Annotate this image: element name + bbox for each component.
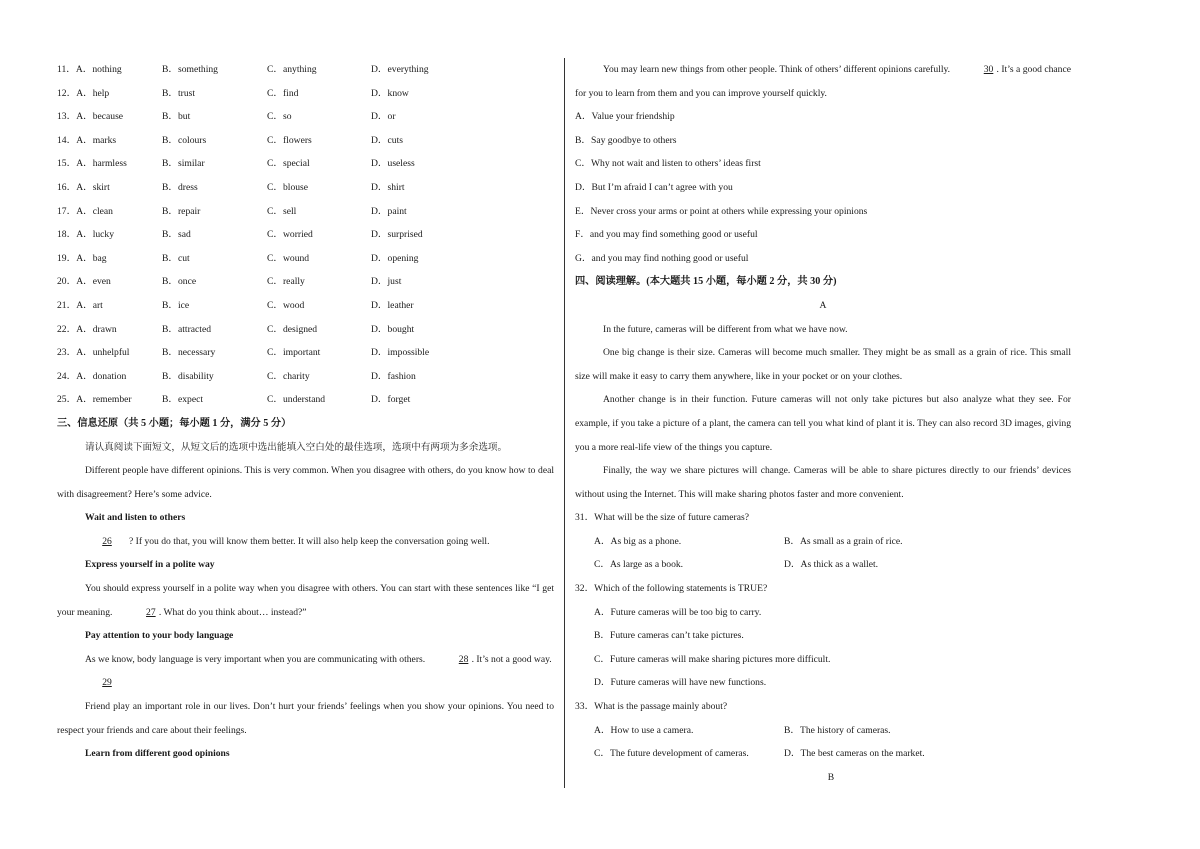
blank-29[interactable]: 29	[102, 677, 112, 689]
cloze-option-b[interactable]	[162, 105, 190, 129]
option-text: C．anything	[267, 64, 317, 75]
option-text: D．opening	[371, 252, 419, 264]
cloze-option-b[interactable]	[162, 82, 195, 106]
passage-a-paragraph: Another change is in their function. Future cameras will not only take pictures but also analyze what they see. For example, if you take a picture of a plant, the camera can tell you what kind of plant it is. They can also record 3D images, giving you a more real-life view of the things you capture.	[575, 394, 1071, 453]
cloze-option-c[interactable]	[267, 365, 310, 389]
option-33-a[interactable]: A．How to use a camera.	[594, 724, 694, 736]
option-text: B．trust	[162, 87, 196, 99]
cloze-question-row	[57, 294, 554, 318]
option-text: C．blouse	[267, 181, 309, 193]
right-column	[575, 58, 1071, 789]
option-32-b[interactable]: B．Future cameras can’t take pictures.	[594, 630, 744, 642]
option-text: A．drawn	[76, 323, 117, 335]
option-text: B．cut	[162, 252, 190, 264]
passage-a-paragraph: Finally, the way we share pictures will change. Cameras will be able to share pictures directly to our friends’ devices without using the Internet. This will make sharing photos faster and more convenient.	[575, 465, 1071, 500]
option-text: A．bag	[76, 252, 107, 264]
option-text: A．because	[76, 111, 124, 123]
cloze-option-b[interactable]	[162, 247, 190, 271]
cloze-question-row	[57, 247, 554, 271]
cloze-option-d[interactable]	[371, 200, 407, 224]
option-text: D．everything	[371, 64, 429, 75]
option-text: D．fashion	[371, 370, 416, 382]
cloze-option-c[interactable]	[267, 58, 317, 82]
option-text: B．dress	[162, 181, 198, 193]
question-number: 15．	[57, 158, 77, 170]
option-text: D．know	[371, 87, 409, 99]
question-number: 13．	[57, 111, 77, 123]
option-text: A．harmless	[76, 158, 127, 170]
cloze-option-c[interactable]	[267, 105, 292, 129]
cloze-option-a[interactable]	[57, 58, 122, 82]
question-number: 25．	[57, 394, 77, 406]
option-text: D．impossible	[371, 347, 430, 359]
cloze-option-d[interactable]	[371, 318, 414, 342]
cloze-option-a[interactable]	[57, 270, 111, 294]
cloze-option-a[interactable]	[57, 341, 129, 365]
cloze-option-c[interactable]	[267, 152, 310, 176]
cloze-question-row	[57, 82, 554, 106]
option-text: D．bought	[371, 323, 415, 335]
question-number: 16．	[57, 181, 77, 193]
question-number: 22．	[57, 323, 77, 335]
option-text: C．special	[267, 158, 310, 170]
cloze-option-d[interactable]	[371, 294, 414, 318]
cloze-option-a[interactable]	[57, 200, 113, 224]
cloze-option-c[interactable]	[267, 223, 313, 247]
question-number: 19．	[57, 252, 77, 264]
section3-choice[interactable]: D．But I’m afraid I can’t agree with you	[575, 181, 733, 193]
option-text: C．designed	[267, 323, 318, 335]
cloze-option-c[interactable]	[267, 247, 309, 271]
cloze-option-d[interactable]	[371, 247, 418, 271]
section3-choice[interactable]: B．Say goodbye to others	[575, 134, 677, 146]
option-text: B．necessary	[162, 347, 216, 359]
cloze-option-a[interactable]	[57, 318, 117, 342]
option-31-a[interactable]: A．As big as a phone.	[594, 535, 682, 547]
option-text: A．marks	[76, 134, 117, 146]
question-number: 24．	[57, 370, 77, 382]
cloze-option-c[interactable]	[267, 82, 298, 106]
question-33-stem: 33．What is the passage mainly about?	[575, 701, 728, 713]
paragraph-30: You may learn new things from other people. Think of others’ different opinions carefully. 30 . It’s a good chance for you to learn from them and you can improve yourself quickly.	[575, 58, 1071, 105]
option-text: C．flowers	[267, 134, 312, 146]
option-32-a[interactable]: A．Future cameras will be too big to carry.	[594, 606, 762, 618]
question-31-options-row	[575, 553, 1071, 577]
option-text: D．surprised	[371, 229, 423, 241]
option-text: B．ice	[162, 299, 190, 311]
option-text: C．charity	[267, 370, 310, 382]
question-33-options-row	[575, 719, 1071, 743]
cloze-option-d[interactable]	[371, 152, 415, 176]
cloze-option-b[interactable]	[162, 365, 214, 389]
cloze-option-d[interactable]	[371, 129, 403, 153]
option-text: B．colours	[162, 134, 207, 146]
option-text: B．sad	[162, 229, 191, 241]
cloze-option-b[interactable]	[162, 129, 206, 153]
cloze-option-d[interactable]	[371, 388, 410, 412]
cloze-option-d[interactable]	[371, 341, 429, 365]
cloze-option-a[interactable]	[57, 365, 126, 389]
cloze-option-b[interactable]	[162, 341, 215, 365]
passage-b-label: B	[827, 771, 835, 783]
section3-heading: 三、信息还原（共 5 小题；每小题 1 分，满分 5 分）	[57, 417, 292, 429]
subheading-polite-way: Express yourself in a polite way	[85, 559, 215, 571]
question-number: 20．	[57, 276, 77, 288]
option-text: D．or	[371, 111, 396, 123]
question-number: 17．	[57, 205, 77, 217]
cloze-question-row	[57, 365, 554, 389]
cloze-option-c[interactable]	[267, 129, 312, 153]
paragraph-27: You should express yourself in a polite way when you disagree with others. You can start with these sentences like “I get your meaning. 27 . What do you think about… instead?”	[57, 577, 554, 624]
question-number: 21．	[57, 299, 77, 311]
paragraph-26: 26 ? If you do that, you will know them better. It will also help keep the conversation going well.	[57, 530, 554, 554]
cloze-question-row	[57, 270, 554, 294]
blank-27[interactable]: 27	[146, 606, 156, 618]
option-text: C．find	[267, 87, 299, 99]
column-divider	[564, 58, 565, 788]
cloze-option-a[interactable]	[57, 82, 109, 106]
cloze-option-a[interactable]	[57, 294, 103, 318]
passage-a-paragraph: In the future, cameras will be different from what we have now.	[603, 323, 848, 335]
option-text: A．clean	[76, 205, 113, 217]
cloze-option-c[interactable]	[267, 294, 304, 318]
cloze-option-c[interactable]	[267, 270, 305, 294]
cloze-option-d[interactable]	[371, 270, 401, 294]
cloze-option-c[interactable]	[267, 200, 296, 224]
option-text: A．nothing	[75, 64, 122, 75]
section4-heading: 四、阅读理解。(本大题共 15 小题，每小题 2 分，共 30 分)	[575, 276, 837, 288]
section3-instruction: 请认真阅读下面短文，从短文后的选项中选出能填入空白处的最佳选项，选项中有两项为多余选项。	[85, 441, 508, 453]
question-number: 14．	[57, 134, 77, 146]
cloze-option-b[interactable]	[162, 152, 205, 176]
cloze-option-a[interactable]	[57, 176, 110, 200]
cloze-options-list	[57, 58, 554, 412]
option-33-b[interactable]: B．The history of cameras.	[784, 724, 891, 736]
blank-30[interactable]: 30	[983, 64, 994, 75]
cloze-option-c[interactable]	[267, 176, 308, 200]
option-text: C．really	[267, 276, 305, 288]
cloze-option-c[interactable]	[267, 388, 325, 412]
cloze-option-c[interactable]	[267, 318, 317, 342]
cloze-question-row	[57, 152, 554, 176]
section3-choice[interactable]: F．and you may find something good or useful	[575, 229, 758, 241]
cloze-option-a[interactable]	[57, 388, 132, 412]
question-number: 11．	[57, 64, 76, 75]
option-text: A．lucky	[76, 229, 115, 241]
section3-choice[interactable]: E．Never cross your arms or point at others while expressing your opinions	[575, 205, 868, 217]
option-text: D．leather	[371, 299, 414, 311]
section3-choice[interactable]: G．and you may find nothing good or useful	[575, 252, 749, 264]
option-text: D．cuts	[371, 134, 403, 146]
cloze-question-row	[57, 176, 554, 200]
cloze-option-d[interactable]	[371, 176, 405, 200]
question-32-stem: 32．Which of the following statements is TRUE?	[575, 583, 768, 595]
option-text: A．skirt	[76, 181, 110, 193]
cloze-option-d[interactable]	[371, 365, 416, 389]
cloze-option-b[interactable]	[162, 294, 189, 318]
option-text: C．worried	[267, 229, 313, 241]
question-31-stem: 31．What will be the size of future cameras?	[575, 512, 749, 524]
section3-choices-list	[575, 105, 1071, 270]
option-32-d[interactable]: D．Future cameras will have new functions.	[594, 677, 767, 689]
option-text: A．donation	[76, 370, 127, 382]
option-text: D．useless	[371, 158, 415, 170]
option-text: A．even	[76, 276, 111, 288]
passage-a-paragraph: One big change is their size. Cameras will become much smaller. They might be as small as a grain of rice. This small size will make it easy to carry them anywhere, like in your pocket or on your clothes.	[575, 347, 1071, 382]
cloze-question-row	[57, 388, 554, 412]
paragraph-28: As we know, body language is very important when you are communicating with others. 28 . It’s not a good way.	[57, 648, 554, 672]
option-text: C．wound	[267, 252, 310, 264]
cloze-option-b[interactable]	[162, 270, 196, 294]
option-text: D．shirt	[371, 181, 405, 193]
option-text: A．art	[76, 299, 103, 311]
question-number: 23．	[57, 347, 77, 359]
cloze-question-row	[57, 318, 554, 342]
option-31-d[interactable]: D．As thick as a wallet.	[784, 559, 879, 571]
cloze-option-b[interactable]	[162, 318, 211, 342]
option-text: D．just	[371, 276, 402, 288]
cloze-question-row	[57, 129, 554, 153]
option-text: B．expect	[162, 394, 204, 406]
question-number: 18．	[57, 229, 77, 241]
left-column	[57, 58, 554, 766]
option-text: C．important	[267, 347, 321, 359]
cloze-option-b[interactable]	[162, 200, 200, 224]
cloze-option-b[interactable]	[162, 176, 198, 200]
cloze-question-row	[57, 223, 554, 247]
option-text: A．help	[76, 87, 110, 99]
cloze-option-a[interactable]	[57, 247, 107, 271]
option-text: D．forget	[371, 394, 411, 406]
option-31-c[interactable]: C．As large as a book.	[594, 559, 684, 571]
option-text: B．disability	[162, 370, 214, 382]
option-text: C．so	[267, 111, 292, 123]
cloze-question-row	[57, 58, 554, 82]
question-31-options-row	[575, 530, 1071, 554]
cloze-option-c[interactable]	[267, 341, 320, 365]
option-text: C．sell	[267, 205, 297, 217]
section3-choice[interactable]: A．Value your friendship	[575, 111, 675, 123]
option-text: B．but	[162, 111, 191, 123]
option-text: B．similar	[162, 158, 205, 170]
question-33-options-row	[575, 742, 1071, 766]
subheading-body-language: Pay attention to your body language	[85, 630, 234, 642]
blank-26[interactable]: 26	[102, 535, 112, 547]
cloze-option-d[interactable]	[371, 105, 396, 129]
option-text: B．once	[162, 276, 197, 288]
subheading-wait-listen: Wait and listen to others	[85, 512, 186, 524]
option-32-c[interactable]: C．Future cameras will make sharing pictures more difficult.	[594, 653, 831, 665]
option-31-b[interactable]: B．As small as a grain of rice.	[784, 535, 903, 547]
option-text: B．something	[162, 64, 218, 75]
cloze-option-d[interactable]	[371, 82, 409, 106]
option-33-c[interactable]: C．The future development of cameras.	[594, 748, 749, 760]
cloze-option-a[interactable]	[57, 129, 116, 153]
cloze-option-b[interactable]	[162, 223, 191, 247]
subheading-learn-opinions: Learn from different good opinions	[85, 748, 230, 760]
cloze-option-b[interactable]	[162, 388, 203, 412]
section3-intro: Different people have different opinions. This is very common. When you disagree with others, do you know how to deal with disagreement? Here’s some advice.	[57, 465, 554, 500]
section3-choice[interactable]: C．Why not wait and listen to others’ ideas first	[575, 158, 761, 170]
cloze-question-row	[57, 341, 554, 365]
passage-a-label: A	[819, 299, 827, 311]
cloze-option-b[interactable]	[162, 58, 218, 82]
blank-28[interactable]: 28	[458, 653, 469, 665]
cloze-option-a[interactable]	[57, 223, 114, 247]
cloze-option-d[interactable]	[371, 58, 429, 82]
option-33-d[interactable]: D．The best cameras on the market.	[784, 748, 925, 760]
option-text: A．unhelpful	[76, 347, 130, 359]
option-text: C．understand	[267, 394, 326, 406]
paragraph-friendship: Friend play an important role in our lives. Don’t hurt your friends’ feelings when you show your opinions. You need to respect your friends and care about their feelings.	[57, 701, 554, 736]
cloze-question-row	[57, 200, 554, 224]
option-text: C．wood	[267, 299, 305, 311]
option-text: D．paint	[371, 205, 407, 217]
cloze-option-a[interactable]	[57, 152, 127, 176]
cloze-option-d[interactable]	[371, 223, 423, 247]
cloze-option-a[interactable]	[57, 105, 123, 129]
cloze-question-row	[57, 105, 554, 129]
option-text: B．repair	[162, 205, 201, 217]
option-text: B．attracted	[162, 323, 212, 335]
paragraph-29	[57, 671, 554, 695]
option-text: A．remember	[76, 394, 132, 406]
question-number: 12．	[57, 87, 77, 99]
